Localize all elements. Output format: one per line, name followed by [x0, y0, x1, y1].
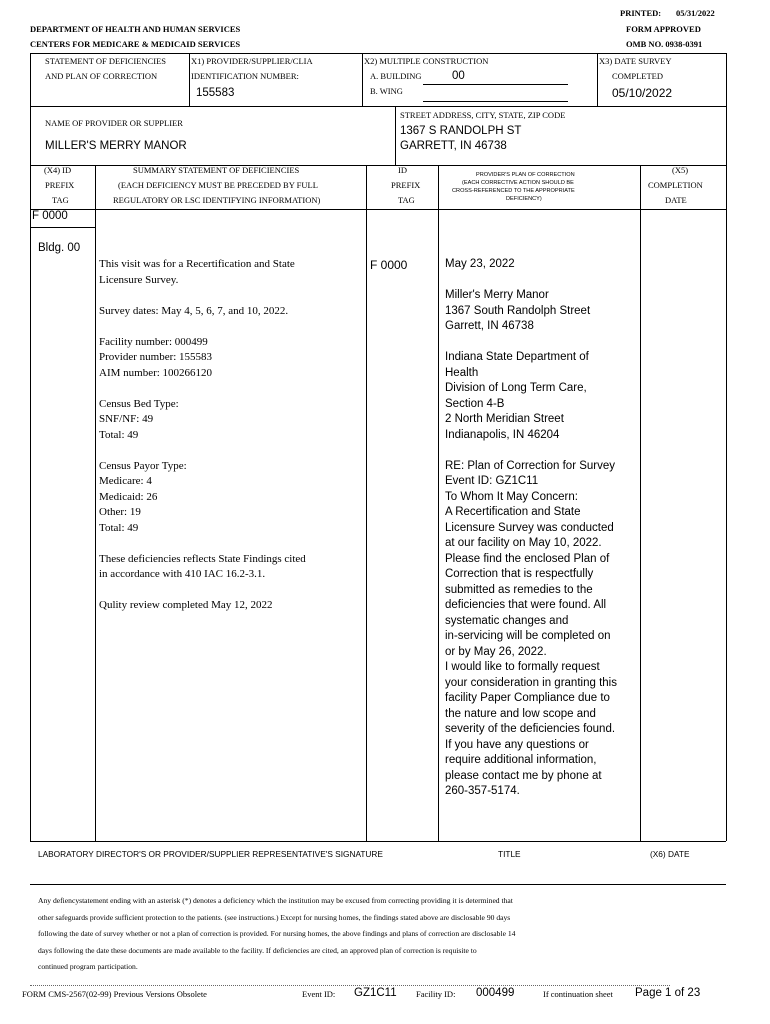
summary-line: [99, 319, 306, 335]
plan-line: Please find the enclosed Plan of: [445, 552, 610, 565]
plan-line: the nature and low scope and: [445, 707, 596, 720]
plan-line: Event ID: GZ1C11: [445, 475, 539, 487]
summary-line: [99, 536, 306, 552]
summary-line: [99, 288, 306, 304]
plan-line: RE: Plan of Correction for Survey: [445, 459, 616, 472]
plan-line: facility Paper Compliance due to: [445, 692, 610, 704]
plan-line: Miller's Merry Manor: [445, 289, 549, 301]
summary-line: Total: 49: [99, 428, 139, 441]
summary-line: Census Bed Type:: [99, 397, 179, 410]
summary-line: Provider number: 155583: [99, 351, 213, 363]
summary-line: [99, 381, 306, 397]
plan-line: Section 4-B: [445, 397, 505, 410]
x5-label-1: (X5): [672, 165, 689, 175]
summary-line: Qulity review completed May 12, 2022: [99, 599, 273, 611]
summary-line: in accordance with 410 IAC 16.2-3.1.: [99, 568, 266, 580]
plan-line: Indianapolis, IN 46204: [445, 428, 560, 441]
x5-label-2: COMPLETION: [648, 180, 703, 190]
address-line-1: 1367 S RANDOLPH ST: [400, 125, 522, 137]
statement-label-2: AND PLAN OF CORRECTION: [45, 71, 158, 81]
plan-line: 2 North Meridian Street: [445, 413, 564, 425]
summary-label-1: SUMMARY STATEMENT OF DEFICIENCIES: [133, 165, 300, 175]
building-label: A. BUILDING: [370, 71, 422, 81]
plan-line: require additional information,: [445, 754, 597, 766]
plan-line: please contact me by phone at: [445, 769, 602, 782]
plan-line: Garrett, IN 46738: [445, 320, 534, 332]
summary-label-3: REGULATORY OR LSC IDENTIFYING INFORMATION): [113, 195, 321, 205]
building-tag: Bldg. 00: [38, 242, 81, 254]
plan-label-2: (EACH CORRECTIVE ACTION SHOULD BE: [462, 180, 574, 186]
id-label-1: ID: [398, 165, 407, 175]
form-approved: FORM APPROVED: [626, 24, 701, 34]
summary-line: Medicaid: 26: [99, 490, 158, 503]
plan-line: or by May 26, 2022.: [445, 645, 547, 658]
plan-line: systematic changes and: [445, 614, 569, 627]
x1-label-2: IDENTIFICATION NUMBER:: [191, 71, 299, 81]
x4-label-3: TAG: [52, 195, 69, 205]
address-line-2: GARRETT, IN 46738: [400, 140, 507, 152]
facility-id-value: 000499: [476, 987, 515, 999]
x3-label-1: X3) DATE SURVEY: [599, 56, 672, 66]
form-id: FORM CMS-2567(02-99) Previous Versions Obsolete: [22, 989, 207, 999]
plan-line: I would like to formally request: [445, 661, 600, 673]
summary-line: Other: 19: [99, 506, 141, 518]
address-label: STREET ADDRESS, CITY, STATE, ZIP CODE: [400, 110, 566, 120]
provider-name: MILLER'S MERRY MANOR: [45, 140, 187, 152]
summary-label-2: (EACH DEFICIENCY MUST BE PRECEDED BY FULL: [118, 180, 318, 190]
plan-line: Health: [445, 366, 479, 379]
id-label-2: PREFIX: [391, 180, 421, 190]
signature-label: LABORATORY DIRECTOR'S OR PROVIDER/SUPPLIER REPRESENTATIVE'S SIGNATURE: [38, 849, 383, 859]
summary-line: Facility number: 000499: [99, 335, 208, 348]
plan-line: 260-357-5174.: [445, 785, 520, 797]
date-label: (X6) DATE: [650, 849, 690, 859]
survey-completed-date: 05/10/2022: [612, 86, 673, 100]
plan-line: in-servicing will be completed on: [445, 630, 611, 642]
x1-label-1: X1) PROVIDER/SUPPLIER/CLIA: [191, 56, 313, 66]
plan-line: Correction that is respectfully: [445, 568, 594, 580]
page-number: Page 1 of 23: [635, 987, 701, 999]
centers-title: CENTERS FOR MEDICARE & MEDICAID SERVICES: [30, 39, 241, 49]
plan-line: Division of Long Term Care,: [445, 382, 587, 394]
facility-id-label: Facility ID:: [416, 989, 456, 999]
summary-line: Survey dates: May 4, 5, 6, 7, and 10, 2022.: [99, 304, 289, 317]
plan-label-3: CROSS-REFERENCED TO THE APPROPRIATE: [452, 188, 575, 194]
provider-name-label: NAME OF PROVIDER OR SUPPLIER: [45, 118, 183, 128]
summary-statement: [99, 257, 306, 614]
plan-line: Indiana State Department of: [445, 351, 589, 363]
plan-of-correction-letter: [445, 257, 617, 800]
summary-line: Census Payor Type:: [99, 459, 187, 472]
x4-label-2: PREFIX: [45, 180, 75, 190]
plan-line: Licensure Survey was conducted: [445, 521, 614, 534]
summary-line: Total: 49: [99, 521, 139, 534]
plan-line: submitted as remedies to the: [445, 583, 593, 596]
x5-label-3: DATE: [665, 195, 687, 205]
x4-label-1: (X4) ID: [44, 165, 72, 175]
department-title: DEPARTMENT OF HEALTH AND HUMAN SERVICES: [30, 24, 241, 34]
summary-line: SNF/NF: 49: [99, 413, 154, 425]
plan-line: [445, 335, 617, 351]
footnote-line: Any defiencystatement ending with an asterisk (*) denotes a deficiency which the institution may be excused from correcting providing it is determined that: [38, 896, 513, 905]
event-id-label: Event ID:: [302, 989, 336, 999]
provider-number: 155583: [196, 87, 235, 99]
plan-line: To Whom It May Concern:: [445, 490, 578, 503]
summary-line: This visit was for a Recertification and State: [99, 258, 295, 270]
x2-label: X2) MULTIPLE CONSTRUCTION: [364, 56, 489, 66]
summary-line: [99, 443, 306, 459]
id-label-3: TAG: [398, 195, 415, 205]
plan-line: your consideration in granting this: [445, 676, 617, 689]
plan-line: 1367 South Randolph Street: [445, 304, 591, 317]
plan-line: severity of the deficiencies found.: [445, 723, 616, 735]
continuation-label: If continuation sheet: [543, 989, 613, 999]
footnote-line: days following the date these documents are made available to the facility. If deficiencies are cited, an approved plan of correction is requisite to: [38, 945, 477, 955]
omb-number: OMB NO. 0938-0391: [626, 39, 703, 49]
summary-line: [99, 583, 306, 599]
summary-line: Medicare: 4: [99, 475, 152, 487]
plan-line: [445, 273, 617, 289]
plan-line: May 23, 2022: [445, 258, 515, 270]
tag-left: F 0000: [32, 210, 68, 222]
plan-line: [445, 443, 617, 459]
summary-line: AIM number: 100266120: [99, 366, 213, 379]
footnote-line: continued program participation.: [38, 962, 138, 971]
printed-label: PRINTED:: [620, 8, 662, 18]
footnote-line: following the date of survey whether or not a plan of correction is provided. For nursing homes, the above findings and plans of correction are disclosable 14: [38, 929, 516, 938]
plan-label-4: DEFICIENCY): [506, 196, 542, 202]
plan-line: If you have any questions or: [445, 738, 589, 751]
wing-label: B. WING: [370, 86, 403, 96]
disclaimer-footnote: [38, 893, 598, 976]
summary-line: These deficiencies reflects State Findings cited: [99, 552, 306, 565]
statement-label-1: STATEMENT OF DEFICIENCIES: [45, 56, 167, 66]
event-id-value: GZ1C11: [354, 987, 397, 999]
plan-line: deficiencies that were found. All: [445, 599, 607, 611]
plan-line: at our facility on May 10, 2022.: [445, 537, 602, 549]
x3-label-2: COMPLETED: [612, 71, 663, 81]
title-label: TITLE: [498, 849, 521, 859]
building-value: 00: [452, 70, 465, 82]
footnote-line: other safeguards provide sufficient protection to the patients. (see instructions.) Except for nursing homes, the findings stated above are disclosable 90 days: [38, 912, 511, 922]
summary-line: Licensure Survey.: [99, 273, 179, 286]
printed-date: 05/31/2022: [676, 8, 715, 18]
plan-line: A Recertification and State: [445, 506, 581, 518]
plan-label-1: PROVIDER'S PLAN OF CORRECTION: [476, 172, 575, 178]
tag-right: F 0000: [370, 258, 408, 272]
